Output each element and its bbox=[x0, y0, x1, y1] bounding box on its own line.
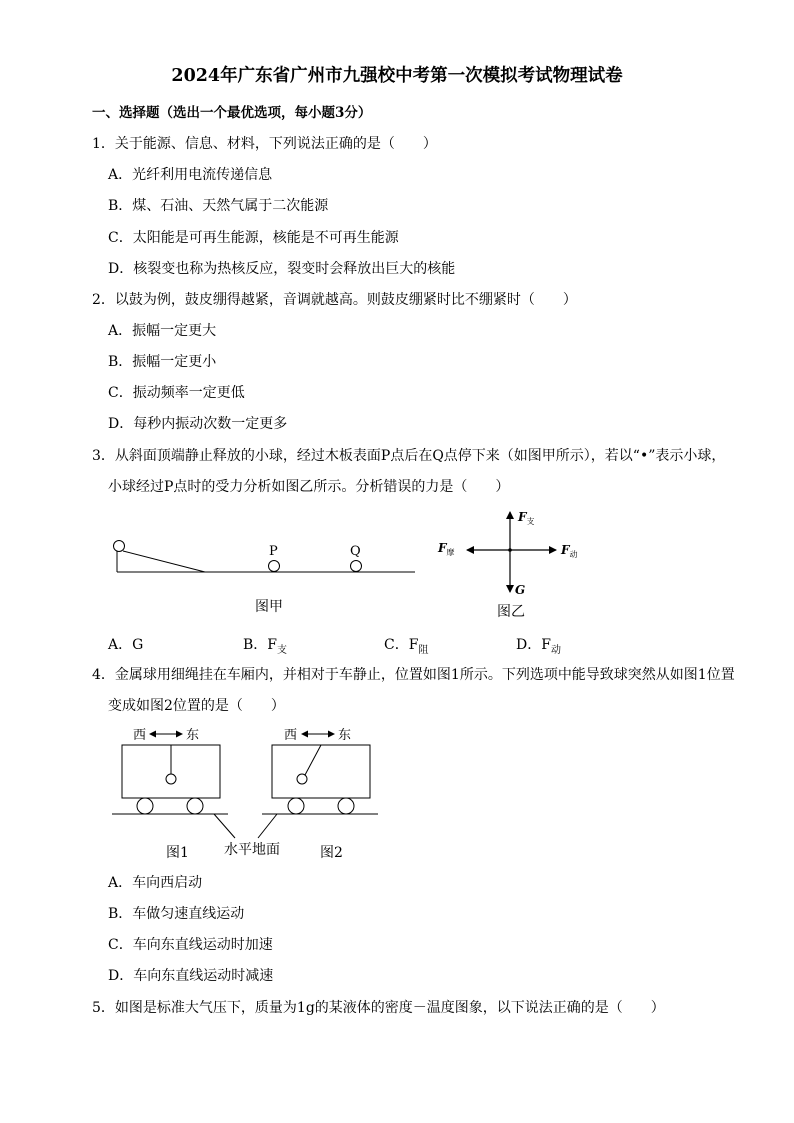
question-4-option-c: C．车向东直线运动时加速 bbox=[108, 937, 273, 953]
page-title: 2024年广东省广州市九强校中考第一次模拟考试物理试卷 bbox=[171, 66, 623, 86]
question-3-stem-line-1: 3．从斜面顶端静止释放的小球，经过木板表面P点后在Q点停下来（如图甲所示），若以“•”表示小球， bbox=[92, 448, 726, 464]
question-3-option-d-sub: 动 bbox=[550, 645, 561, 656]
question-3-option-b-sub: 支 bbox=[277, 645, 288, 656]
question-3-option-a-text: A．G bbox=[108, 637, 144, 653]
fig1-caption: 图1 bbox=[166, 845, 189, 861]
question-1-option-d: D．核裂变也称为热核反应，裂变时会释放出巨大的核能 bbox=[108, 261, 456, 277]
ball-2-icon bbox=[297, 774, 307, 784]
question-5-stem: 5．如图是标准大气压下，质量为1g的某液体的密度－温度图象，以下说法正确的是（ ） bbox=[92, 1000, 665, 1016]
question-1-option-a: A．光纤利用电流传递信息 bbox=[108, 167, 273, 183]
ground-caption: 水平地面 bbox=[224, 842, 280, 858]
point-q-label: Q bbox=[350, 544, 361, 559]
question-3-option-c-text: C．F bbox=[384, 637, 419, 653]
fig2-caption: 图2 bbox=[320, 845, 343, 861]
figure-yi-caption: 图乙 bbox=[497, 604, 525, 620]
fig1-east-label: 东 bbox=[186, 728, 200, 743]
question-2-option-d: D．每秒内振动次数一定更多 bbox=[108, 416, 288, 432]
question-4-option-a: A．车向西启动 bbox=[108, 875, 203, 891]
question-2-option-b: B．振幅一定更小 bbox=[108, 354, 217, 370]
question-1-stem: 1．关于能源、信息、材料，下列说法正确的是（ ） bbox=[92, 136, 437, 152]
question-3-stem-line-2: 小球经过P点时的受力分析如图乙所示。分析错误的力是（ ） bbox=[108, 479, 510, 495]
figure-jia-caption: 图甲 bbox=[255, 599, 283, 615]
force-right-label: F bbox=[561, 543, 570, 557]
question-1-option-c: C．太阳能是可再生能源，核能是不可再生能源 bbox=[108, 230, 399, 246]
question-4-stem-line-2: 变成如图2位置的是（ ） bbox=[108, 698, 285, 714]
force-left-label: F bbox=[438, 541, 447, 555]
force-left-sub: 摩 bbox=[446, 548, 455, 557]
question-3-option-c-sub: 阻 bbox=[418, 645, 429, 656]
ball-1-icon bbox=[166, 774, 176, 784]
question-4-option-d: D．车向东直线运动时减速 bbox=[108, 968, 274, 984]
carriage-2 bbox=[272, 745, 370, 798]
fig2-east-label: 东 bbox=[338, 728, 352, 743]
wheel-icon bbox=[187, 798, 203, 814]
question-2-option-c: C．振动频率一定更低 bbox=[108, 385, 245, 401]
wheel-icon bbox=[137, 798, 153, 814]
wheel-icon bbox=[288, 798, 304, 814]
section-heading: 一、选择题（选出一个最优选项，每小题3分） bbox=[92, 105, 372, 121]
question-4-stem-line-1: 4．金属球用细绳挂在车厢内，并相对于车静止，位置如图1所示。下列选项中能导致球突然从如图1位置 bbox=[92, 667, 735, 683]
question-3-option-b-text: B．F bbox=[243, 637, 278, 653]
point-p-label: P bbox=[269, 544, 278, 559]
force-up-label: F bbox=[518, 510, 527, 524]
question-1-option-b: B．煤、石油、天然气属于二次能源 bbox=[108, 198, 329, 214]
force-down-label: G bbox=[515, 583, 526, 597]
fig1-west-label: 西 bbox=[133, 728, 147, 743]
question-2-option-a: A．振幅一定更大 bbox=[108, 323, 217, 339]
wheel-icon bbox=[338, 798, 354, 814]
fig2-west-label: 西 bbox=[284, 728, 298, 743]
force-right-sub: 动 bbox=[569, 550, 578, 559]
question-4-option-b: B．车做匀速直线运动 bbox=[108, 906, 245, 922]
force-up-sub: 支 bbox=[526, 517, 535, 526]
question-3-option-d-text: D．F bbox=[516, 637, 551, 653]
question-2-stem: 2．以鼓为例，鼓皮绷得越紧，音调就越高。则鼓皮绷紧时比不绷紧时（ ） bbox=[92, 292, 577, 308]
